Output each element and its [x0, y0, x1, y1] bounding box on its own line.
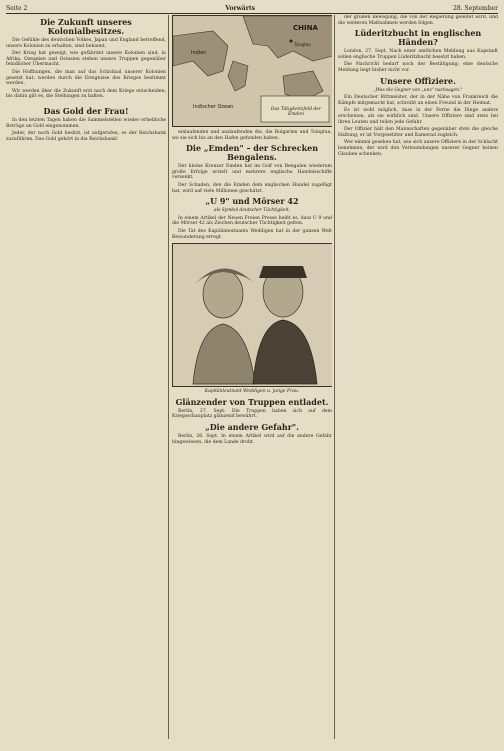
paragraph: Jeder, der noch Gold besitzt, ist aufgerufen, es der Reichsbank zuzuführen. Das Gold gehört in die Reichsbank!: [6, 131, 166, 142]
paragraph: Der kleine Kreuzer Emden hat im Golf von Bengalen wiederum große Erfolge erzielt und mehrere englische Handelsschiffe versenkt.: [172, 164, 332, 181]
masthead-left: Seite 2: [6, 4, 28, 12]
headline: „U 9" und Mörser 42: [205, 196, 299, 207]
paragraph: Die Hoffnungen, die man auf das Schicksal unserer Kolonien gesetzt hat, werden durch die Ereignisse des Krieges bestimmt werden.: [6, 69, 166, 87]
paragraph: Der Krieg hat gezeigt, wie gefährdet unsere Kolonien sind; in Afrika, Ozeanien und Ostasien stehen unsere Truppen gegenüber feindlicher Übermacht.: [6, 51, 166, 68]
paragraph: einlaufenden und auslaufenden die, die Bulgarien und Tsingtau, wo sie sich bis an den Hafen gefunden haben.: [172, 130, 332, 141]
portrait-photo: [172, 243, 332, 387]
paragraph: Der Offizier hält den Mannschaften gegenüber stets die gleiche Haltung; er ist Vorgesetzter und Kamerad zugleich.: [338, 127, 498, 138]
column-2: [172, 15, 332, 737]
column-divider: [334, 15, 335, 739]
map-figure: [172, 15, 332, 127]
paragraph: Wir werden über die Zukunft erst nach dem Kriege entscheiden; bis dahin gilt es, die Stellungen zu halten.: [6, 88, 166, 100]
paragraph: Es ist wohl möglich, dass in der Ferne die Dinge anders erscheinen, als sie wirklich sind. Unsere Offiziere sind stets bei ihren Leuten und teilen jede Gefahr.: [338, 108, 498, 125]
subheadline: „Was die Gegner von „uns" nachsagen.": [373, 87, 463, 93]
portrait-illustration: [173, 244, 332, 386]
paragraph: In den letzten Tagen haben die Sammelstellen wieder erhebliche Beträge an Gold eingenommen.: [6, 117, 166, 129]
photo-caption: Kapitänleutnant Weddigen u. junge Frau.: [204, 389, 300, 395]
headline: Die „Emden" – der Schrecken Bengalens.: [185, 143, 319, 163]
masthead-date: 28. September: [453, 4, 498, 12]
headline: Die Zukunft unseres Kolonialbesitzes.: [40, 17, 132, 36]
paragraph: Berlin, 27. Sept. Die Truppen haben sich auf dem Kriegsschauplatz glänzend bewährt.: [172, 408, 332, 420]
paragraph: Die Tat des Kapitänleutnants Weddigen hat in der ganzen Welt Bewunderung erregt.: [172, 228, 332, 240]
column-3: [338, 15, 498, 737]
paragraph: der großen Bewegung, die von der Regierung geleitet wird, und die weiteren Maßnahmen werden folgen.: [338, 15, 498, 26]
map-caption: Das Tätigkeitsfeld der Emden: [270, 106, 322, 118]
paragraph: In einem Artikel der Neuen Freien Presse heißt es, dass U 9 und die Mörser 42 als Zeichen deutscher Tüchtigkeit gelten.: [172, 215, 332, 227]
headline: Das Gold der Frau!: [43, 105, 129, 116]
paragraph: London, 27. Sept. Nach einer amtlichen Meldung aus Kapstadt sollen englische Truppen Lüderitzbucht besetzt haben.: [338, 49, 498, 60]
paragraph: Ein Deutscher Rittmeister, der in der Nähe von Frankreich die Kämpfe mitgemacht hat, schreibt an einen Freund in der Heimat.: [338, 95, 498, 106]
paragraph: Berlin, 26. Sept. In einem Artikel wird auf die andere Gefahr hingewiesen, die dem Lande droht.: [172, 433, 332, 445]
column-1: [6, 15, 166, 737]
headline: Glänzender von Truppen entladet.: [175, 396, 329, 407]
headline: Unsere Offiziere.: [380, 75, 456, 86]
map-label-tsingtau: Tsingtau: [294, 42, 311, 47]
map-label-ocean: Indischer Ozean: [193, 104, 234, 110]
masthead-title: Vorwärts: [225, 4, 256, 12]
map-label-china: CHINA: [293, 24, 318, 32]
paragraph: Der Schaden, den die Emden dem englischen Handel zugefügt hat, wird auf viele Millionen geschätzt.: [172, 182, 332, 194]
paragraph: Die Nachricht bedarf noch der Bestätigung; eine deutsche Meldung liegt bisher nicht vor.: [338, 62, 498, 73]
paragraph: Die Gefühle des deutschen Volkes, Japan und England betreffend, unsere Kolonien zu erhalten, sind bekannt.: [6, 38, 166, 49]
column-divider: [168, 15, 169, 739]
map-label-india: Indien: [191, 50, 207, 56]
masthead: [6, 3, 498, 14]
subheadline: als Symbol deutscher Tüchtigkeit.: [213, 208, 291, 214]
headline: Lüderitzbucht in englischen Händen?: [354, 28, 482, 48]
headline: „Die andere Gefahr".: [205, 421, 299, 432]
paragraph: Wer einmal gesehen hat, wie sich unsere Offiziere in der Schlacht benehmen, der wird den Verleumdungen unserer Gegner keinen Glauben schenken.: [338, 140, 498, 157]
